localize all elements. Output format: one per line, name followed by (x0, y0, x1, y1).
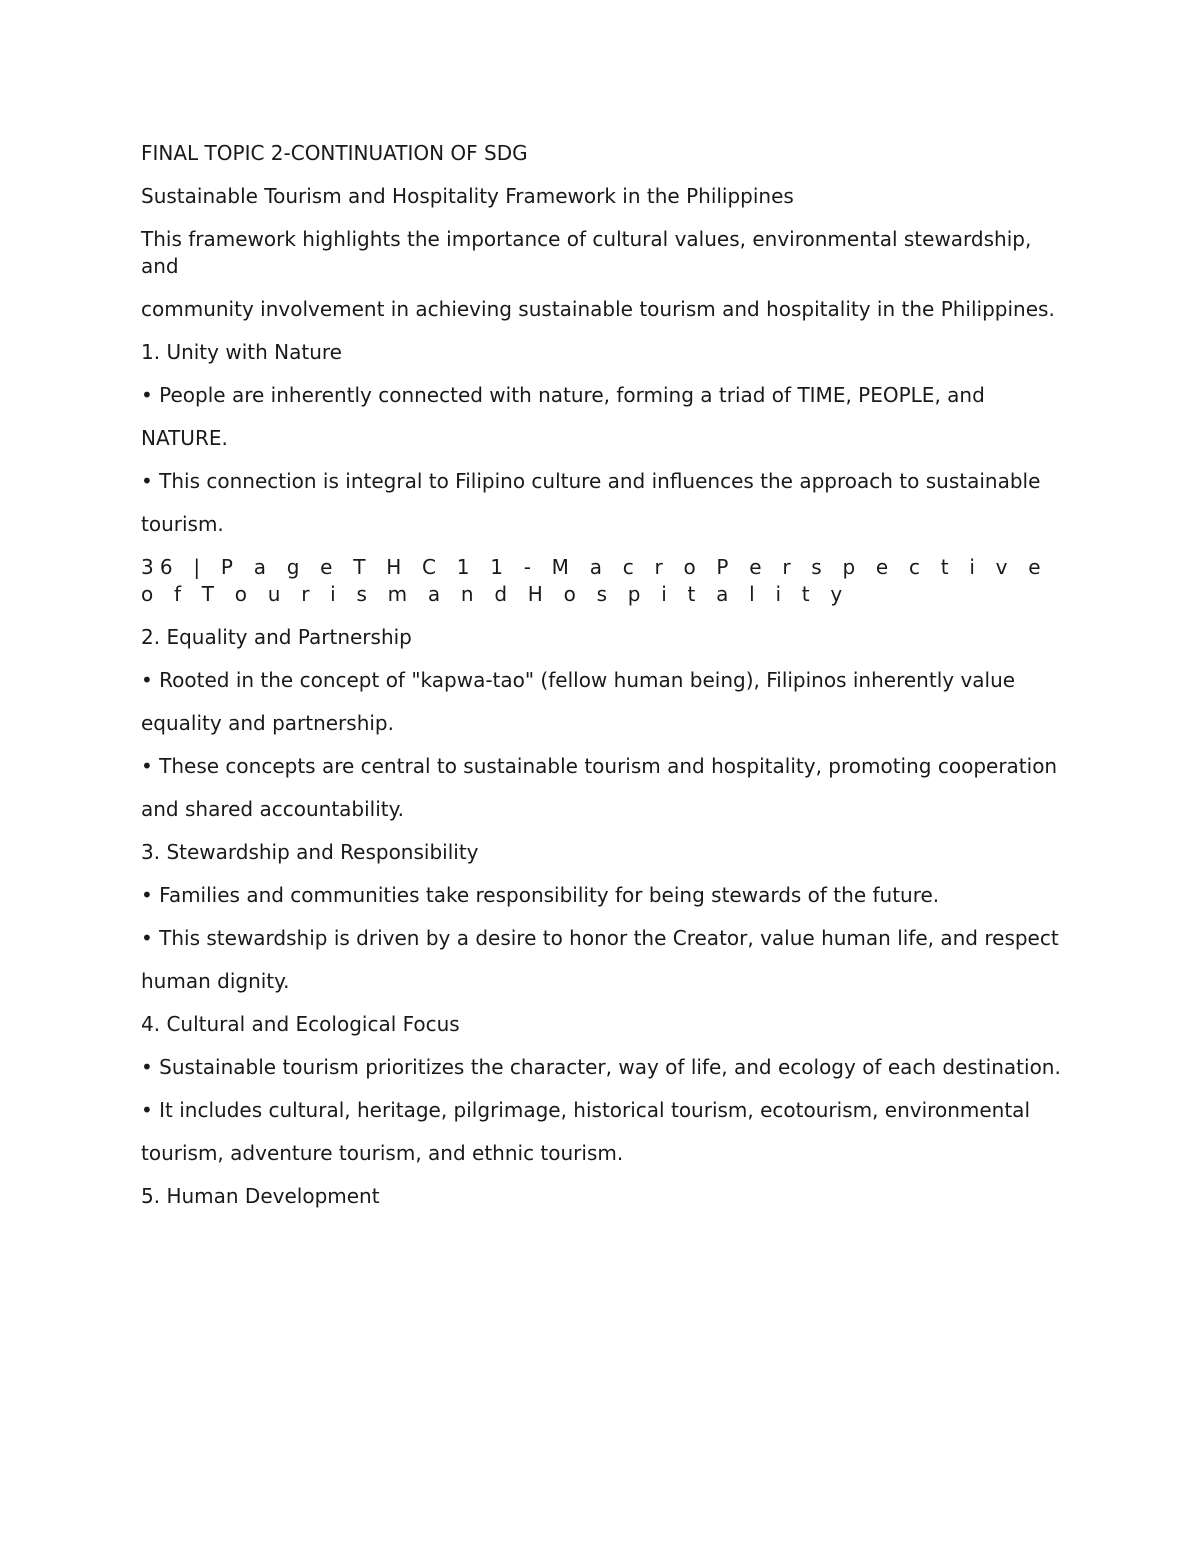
section-heading-unity-with-nature: 1. Unity with Nature (141, 340, 342, 364)
document-title: FINAL TOPIC 2-CONTINUATION OF SDG (141, 141, 528, 165)
document-subtitle: Sustainable Tourism and Hospitality Framework in the Philippines (141, 184, 794, 208)
bullet-continuation: equality and partnership. (141, 711, 394, 735)
bullet-continuation: tourism. (141, 512, 224, 536)
bullet-paragraph: • Sustainable tourism prioritizes the character, way of life, and ecology of each destination. (141, 1055, 1061, 1079)
page-footer-text: 36 | P a g e T H C 1 1 - M a c r o P e r s p e c t i v e o f T o u r i s m a n d H o s p i t a l i t y (141, 555, 1047, 606)
bullet-continuation: human dignity. (141, 969, 290, 993)
bullet-continuation: tourism, adventure tourism, and ethnic tourism. (141, 1141, 624, 1165)
bullet-paragraph: • People are inherently connected with nature, forming a triad of TIME, PEOPLE, and (141, 383, 985, 407)
document-body (141, 140, 1061, 1226)
bullet-continuation: and shared accountability. (141, 797, 404, 821)
intro-paragraph: This framework highlights the importance of cultural values, environmental stewardship, and (141, 227, 1032, 278)
section-heading-human-development: 5. Human Development (141, 1184, 380, 1208)
bullet-paragraph: • These concepts are central to sustainable tourism and hospitality, promoting cooperation (141, 754, 1058, 778)
bullet-paragraph: • This stewardship is driven by a desire to honor the Creator, value human life, and respect (141, 926, 1059, 950)
section-heading-equality-and-partnership: 2. Equality and Partnership (141, 625, 412, 649)
intro-paragraph-continued: community involvement in achieving sustainable tourism and hospitality in the Philippines. (141, 297, 1055, 321)
section-heading-cultural-and-ecological-focus: 4. Cultural and Ecological Focus (141, 1012, 460, 1036)
bullet-continuation: NATURE. (141, 426, 228, 450)
section-heading-stewardship-and-responsibility: 3. Stewardship and Responsibility (141, 840, 479, 864)
bullet-paragraph: • It includes cultural, heritage, pilgrimage, historical tourism, ecotourism, environmental (141, 1098, 1030, 1122)
bullet-paragraph: • Rooted in the concept of "kapwa-tao" (fellow human being), Filipinos inherently value (141, 668, 1016, 692)
bullet-paragraph: • Families and communities take responsibility for being stewards of the future. (141, 883, 940, 907)
bullet-paragraph: • This connection is integral to Filipino culture and influences the approach to sustainable (141, 469, 1041, 493)
